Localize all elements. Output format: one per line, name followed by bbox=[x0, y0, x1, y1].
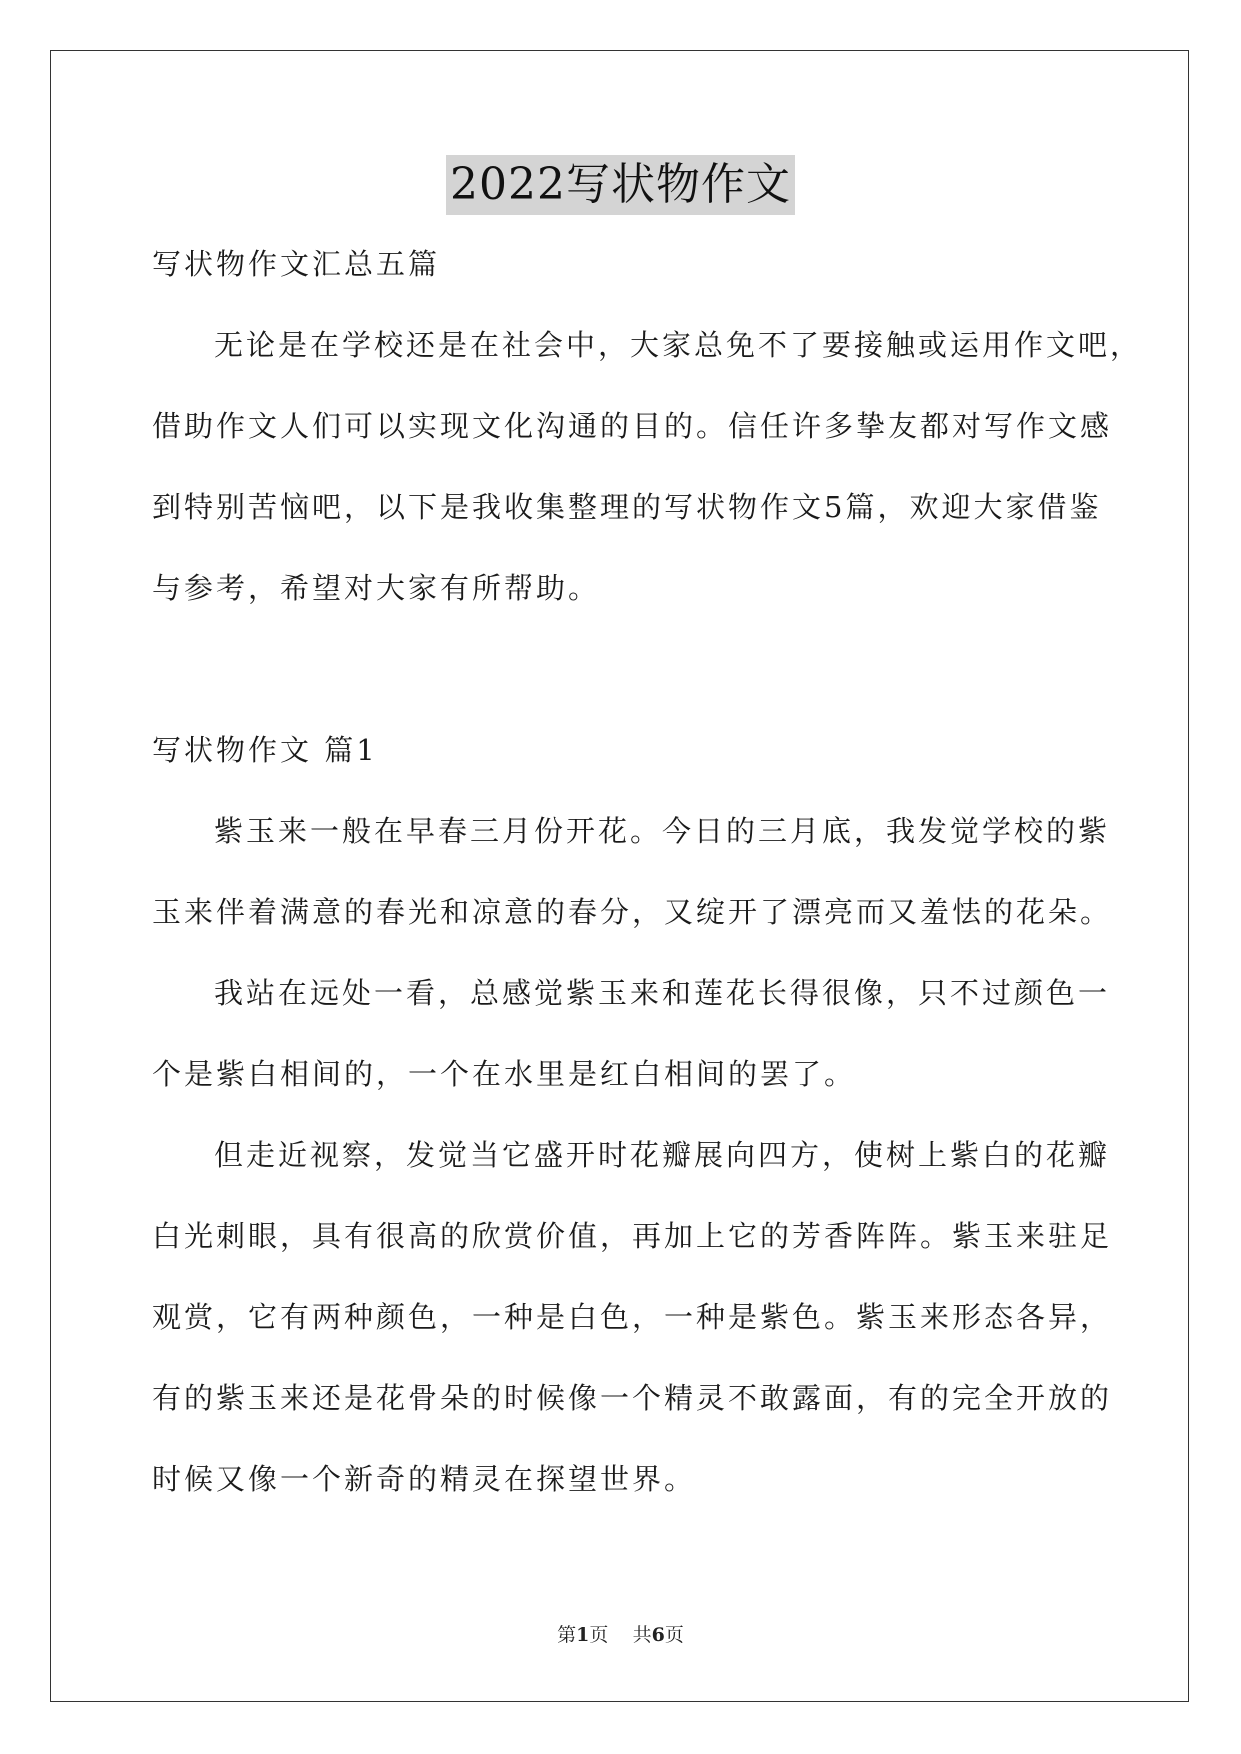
document-body bbox=[152, 236, 1143, 1532]
paragraph-line: 但走近视察，发觉当它盛开时花瓣展向四方，使树上紫白的花瓣 bbox=[214, 1138, 1111, 1172]
paragraph-line: 个是紫白相间的，一个在水里是红白相间的罢了。 bbox=[152, 1057, 857, 1091]
paragraph-line: 紫玉来一般在早春三月份开花。今日的三月底，我发觉学校的紫 bbox=[214, 814, 1111, 848]
subtitle: 写状物作文汇总五篇 bbox=[152, 247, 441, 281]
intro-line: 无论是在学校还是在社会中，大家总免不了要接触或运用作文吧， bbox=[214, 328, 1143, 362]
paragraph-line: 白光刺眼，具有很高的欣赏价值，再加上它的芳香阵阵。紫玉来驻足 bbox=[152, 1219, 1113, 1253]
paragraph-line: 我站在远处一看，总感觉紫玉来和莲花长得很像，只不过颜色一 bbox=[214, 976, 1111, 1010]
footer-mid: 页 共 bbox=[589, 1624, 652, 1646]
intro-line: 到特别苦恼吧，以下是我收集整理的写状物作文5篇，欢迎大家借鉴 bbox=[152, 490, 1102, 524]
document-title: 2022写状物作文 bbox=[446, 155, 795, 215]
paragraph-line: 时候又像一个新奇的精灵在探望世界。 bbox=[152, 1462, 697, 1496]
intro-line: 与参考，希望对大家有所帮助。 bbox=[152, 571, 601, 605]
spacer bbox=[152, 641, 1092, 722]
paragraph-line: 玉来伴着满意的春光和凉意的春分，又绽开了漂亮而又羞怯的花朵。 bbox=[152, 895, 1113, 929]
page-footer bbox=[0, 1620, 1241, 1647]
footer-suffix: 页 bbox=[664, 1624, 684, 1646]
intro-line: 借助作文人们可以实现文化沟通的目的。信任许多挚友都对写作文感 bbox=[152, 409, 1113, 443]
paragraph-line: 观赏，它有两种颜色，一种是白色，一种是紫色。紫玉来形态各异， bbox=[152, 1300, 1113, 1334]
paragraph-line: 有的紫玉来还是花骨朵的时候像一个精灵不敢露面，有的完全开放的 bbox=[152, 1381, 1113, 1415]
footer-prefix: 第 bbox=[557, 1624, 577, 1646]
footer-total-pages: 6 bbox=[651, 1624, 665, 1646]
footer-current-page: 1 bbox=[576, 1624, 590, 1646]
section-heading: 写状物作文 篇1 bbox=[152, 733, 378, 767]
title-container bbox=[0, 155, 1241, 215]
